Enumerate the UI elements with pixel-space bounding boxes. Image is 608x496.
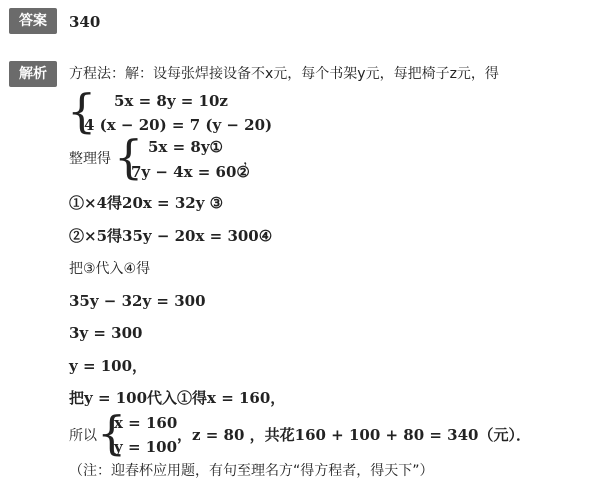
system1-eq1: 5x = 8y = 10z — [114, 92, 228, 110]
step-e: 3y = 300 — [69, 324, 143, 342]
system3-eq1: x = 160 — [114, 414, 178, 432]
step-d: 35y − 32y = 300 — [69, 292, 206, 310]
step-a: ①×4得20x = 32y ③ — [69, 194, 224, 212]
system1-brace: { — [67, 84, 97, 138]
system3-eq2: y = 100 — [114, 438, 178, 456]
step-c: 把③代入④得 — [69, 261, 151, 277]
simplify-label: 整理得 — [69, 151, 111, 167]
step-f: y = 100， — [69, 357, 148, 375]
system2-brace: { — [114, 130, 144, 184]
step-g: 把y = 100代入①得x = 160， — [69, 389, 286, 407]
analysis-tag: 解析 — [9, 61, 57, 87]
result-prefix: 所以 — [69, 428, 97, 444]
answer-value: 340 — [69, 13, 101, 31]
step-b: ②×5得35y − 20x = 300④ — [69, 227, 273, 245]
result-suffix: ，z = 80 ，共花160 + 100 + 80 = 340（元）． — [177, 426, 531, 444]
system2-eq2: 7y − 4x = 60② — [131, 163, 250, 181]
analysis-intro: 方程法：解：设每张焊接设备不x元，每个书架y元，每把椅子z元，得 — [69, 66, 499, 82]
system3-brace: { — [97, 406, 127, 460]
system2-eq1: 5x = 8y① — [148, 138, 223, 156]
system1-eq2: 4 (x − 20) = 7 (y − 20) — [84, 116, 273, 134]
system2-trail: ， — [243, 152, 257, 168]
answer-tag: 答案 — [9, 8, 57, 34]
analysis-note: （注：迎春杯应用题，有句至理名方“得方程者，得天下”） — [69, 463, 434, 479]
